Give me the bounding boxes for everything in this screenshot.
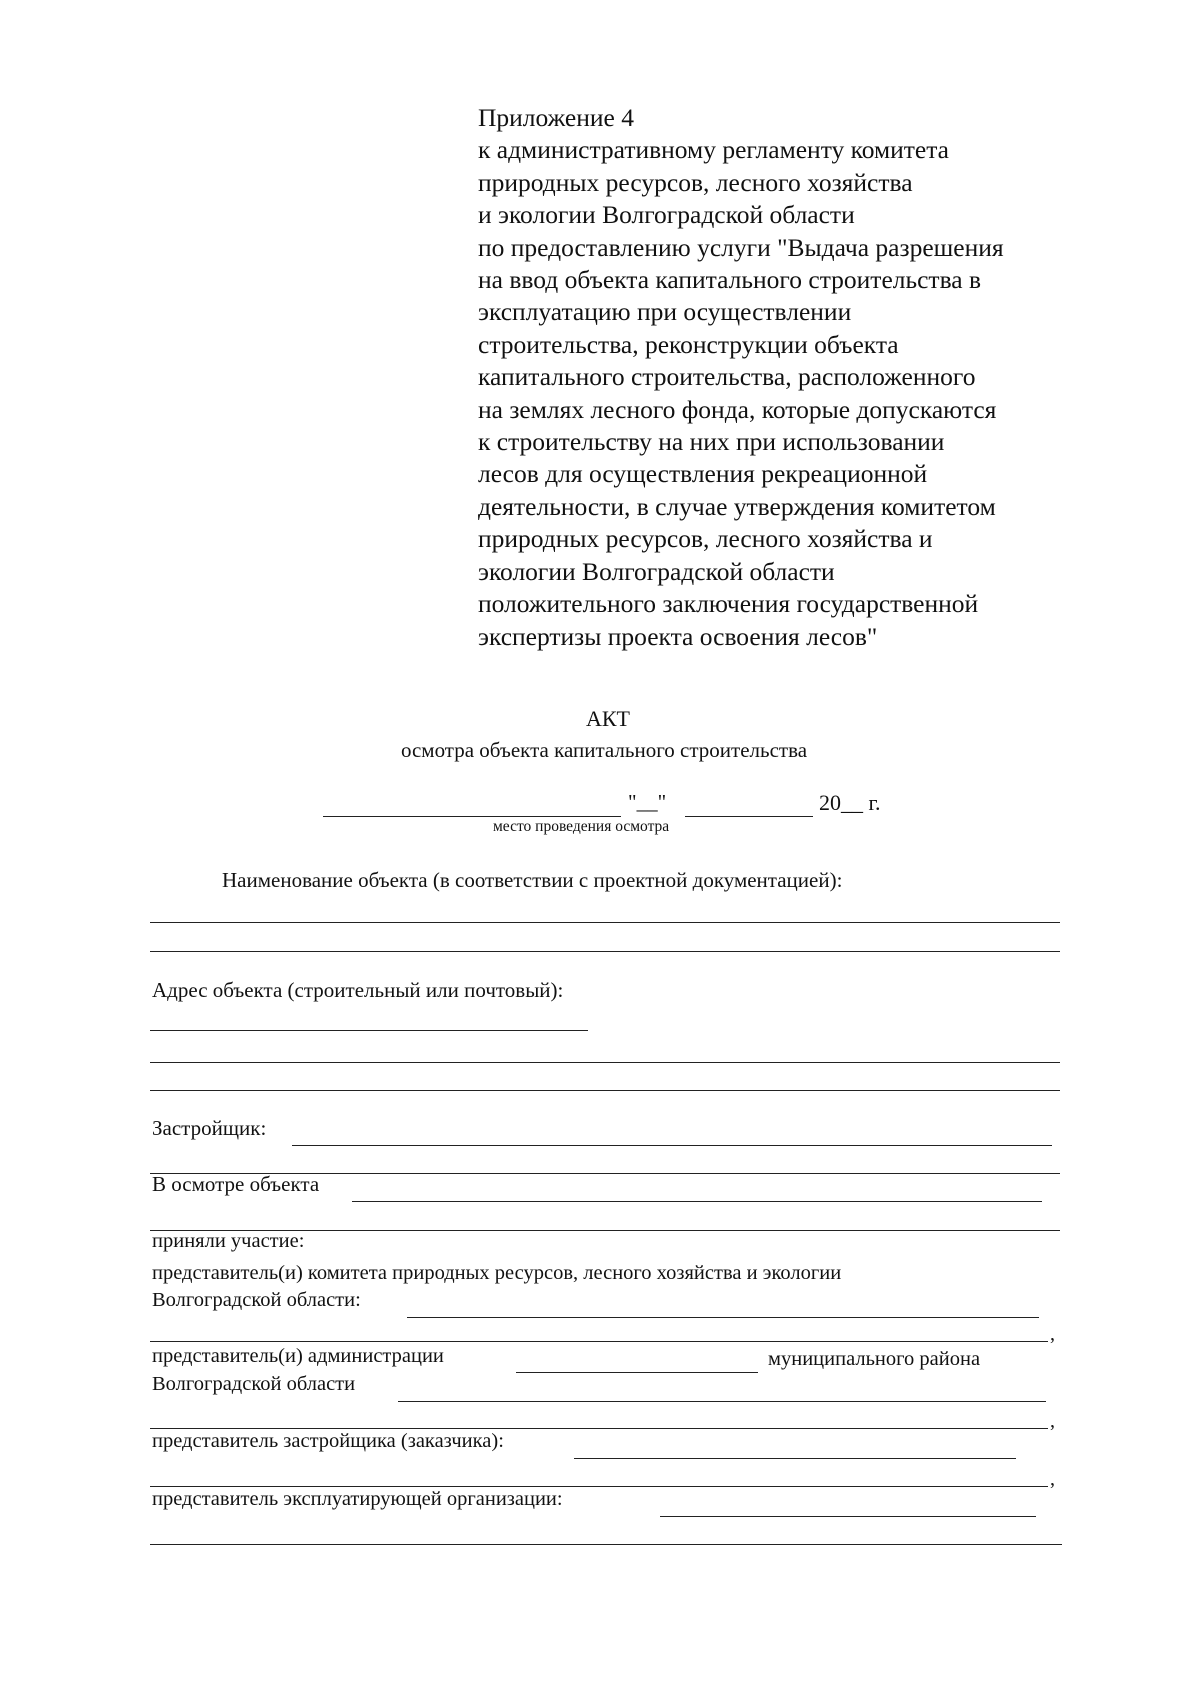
inspection-line-1[interactable] — [352, 1201, 1042, 1202]
admin-rep-line-1[interactable] — [398, 1401, 1046, 1402]
date-month-line[interactable] — [685, 816, 813, 817]
date-year: 20__ г. — [819, 790, 881, 815]
address-line-3[interactable] — [150, 1090, 1060, 1091]
participated-label: приняли участие: — [152, 1230, 305, 1252]
inspection-label: В осмотре объекта — [152, 1172, 320, 1196]
appendix-line: положительного заключения государственной — [478, 589, 979, 619]
appendix-line: деятельности, в случае утверждения комитетом — [478, 491, 996, 521]
operator-rep-label: представитель эксплуатирующей организации: — [152, 1488, 563, 1510]
developer-rep-line-2[interactable] — [150, 1486, 1048, 1487]
admin-district-line[interactable] — [516, 1372, 758, 1373]
appendix-header — [478, 102, 1004, 653]
date-day-quotes: "__" — [628, 790, 667, 814]
act-subtitle: осмотра объекта капитального строительства — [400, 738, 808, 762]
appendix-line: по предоставлению услуги "Выдача разрешения — [478, 232, 1004, 262]
committee-rep-line-2[interactable] — [150, 1341, 1048, 1342]
comma: , — [1050, 1410, 1055, 1432]
comma: , — [1050, 1323, 1055, 1345]
committee-rep-region-label: Волгоградской области: — [152, 1289, 361, 1311]
place-field-line[interactable] — [323, 816, 621, 817]
developer-label: Застройщик: — [152, 1116, 267, 1140]
appendix-line: эксплуатацию при осуществлении — [478, 297, 852, 327]
operator-rep-line-2[interactable] — [150, 1544, 1062, 1545]
appendix-line: лесов для осуществления рекреационной — [478, 459, 928, 489]
act-title: АКТ — [586, 706, 630, 731]
appendix-line: природных ресурсов, лесного хозяйства — [478, 167, 913, 197]
object-name-line-1[interactable] — [150, 922, 1060, 923]
appendix-line: экспертизы проекта освоения лесов" — [478, 621, 878, 651]
appendix-line: и экологии Волгоградской области — [478, 200, 855, 230]
admin-rep-line-2[interactable] — [150, 1428, 1048, 1429]
comma: , — [1050, 1468, 1055, 1490]
appendix-line: к административному регламенту комитета — [478, 135, 950, 165]
appendix-line: к строительству на них при использовании — [478, 427, 945, 457]
appendix-line: экологии Волгоградской области — [478, 556, 835, 586]
address-line-1[interactable] — [150, 1030, 588, 1031]
developer-rep-line-1[interactable] — [574, 1458, 1016, 1459]
address-line-2[interactable] — [150, 1062, 1060, 1063]
appendix-line: природных ресурсов, лесного хозяйства и — [478, 524, 933, 554]
admin-rep-region-label: Волгоградской области — [152, 1373, 356, 1395]
admin-rep-label: представитель(и) администрации — [152, 1345, 444, 1367]
appendix-line: на землях лесного фонда, которые допускаются — [478, 394, 997, 424]
committee-rep-line-1[interactable] — [407, 1317, 1039, 1318]
appendix-title: Приложение 4 — [478, 103, 634, 132]
appendix-line: строительства, реконструкции объекта — [478, 329, 899, 359]
developer-line-1[interactable] — [292, 1145, 1052, 1146]
address-label: Адрес объекта (строительный или почтовый): — [152, 978, 564, 1002]
committee-rep-label: представитель(и) комитета природных ресурсов, лесного хозяйства и экологии — [152, 1262, 842, 1284]
object-name-label: Наименование объекта (в соответствии с проектной документацией): — [222, 868, 843, 892]
operator-rep-line-1[interactable] — [660, 1516, 1036, 1517]
appendix-line: на ввод объекта капитального строительства в — [478, 265, 982, 295]
appendix-line: капитального строительства, расположенного — [478, 362, 976, 392]
admin-rep-district-label: муниципального района — [768, 1348, 981, 1370]
object-name-line-2[interactable] — [150, 951, 1060, 952]
developer-rep-label: представитель застройщика (заказчика): — [152, 1430, 504, 1452]
place-caption: место проведения осмотра — [493, 818, 670, 835]
